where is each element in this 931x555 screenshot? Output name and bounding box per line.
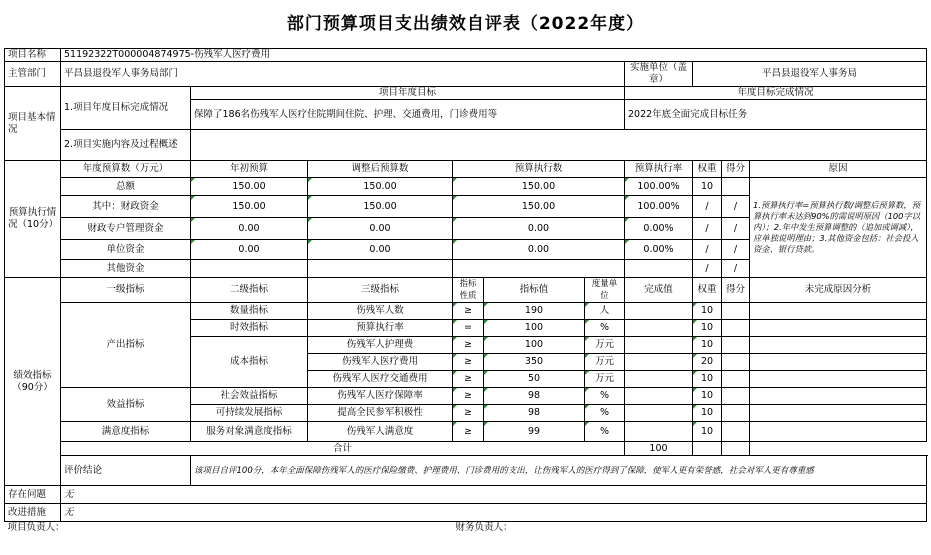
indicator-score xyxy=(722,337,750,354)
budget-header: 权重 xyxy=(693,161,722,178)
indicator-op: ≥ xyxy=(453,303,484,320)
dept-value: 平昌县退役军人事务局部门 xyxy=(61,62,625,87)
level1-benefit: 效益指标 xyxy=(61,388,191,422)
indicator-weight: 10 xyxy=(693,337,722,354)
level3-indicator: 伤残军人数 xyxy=(308,303,453,320)
level2-quantity: 数量指标 xyxy=(191,303,308,320)
budget-executed: 150.00 xyxy=(453,196,625,218)
budget-header-row xyxy=(5,161,927,178)
budget-adjusted: 0.00 xyxy=(308,240,453,260)
total-score xyxy=(693,442,722,456)
evaluation-table xyxy=(4,48,927,535)
issues-value: 无 xyxy=(61,486,927,504)
indicator-reason xyxy=(750,337,927,354)
indicator-reason xyxy=(750,303,927,320)
indicator-score xyxy=(722,371,750,388)
perf-header: 二级指标 xyxy=(191,278,308,303)
perf-row xyxy=(5,422,927,442)
measures-value: 无 xyxy=(61,504,927,522)
dept-label: 主管部门 xyxy=(5,62,61,87)
perf-header: 未完成原因分析 xyxy=(750,278,927,303)
indicator-done xyxy=(625,388,693,405)
measures-row xyxy=(5,504,927,522)
signature-row xyxy=(5,522,927,535)
budget-executed: 0.00 xyxy=(453,218,625,240)
indicator-weight: 10 xyxy=(693,303,722,320)
goal-row-label: 1.项目年度目标完成情况 xyxy=(61,87,191,130)
level3-indicator: 伤残军人满意度 xyxy=(308,422,453,442)
budget-adjusted xyxy=(308,260,453,278)
issues-label: 存在问题 xyxy=(5,486,61,504)
basic-header-row xyxy=(5,87,927,100)
budget-header: 预算执行率 xyxy=(625,161,693,178)
budget-weight: / xyxy=(693,260,722,278)
budget-header: 预算执行数 xyxy=(453,161,625,178)
budget-weight: 10 xyxy=(693,178,722,196)
indicator-reason xyxy=(750,371,927,388)
indicator-weight: 10 xyxy=(693,405,722,422)
level3-indicator: 伤残军人医疗交通费用 xyxy=(308,371,453,388)
indicator-done xyxy=(625,320,693,337)
indicator-value: 98 xyxy=(484,388,585,405)
perf-header: 三级指标 xyxy=(308,278,453,303)
measures-label: 改进措施 xyxy=(5,504,61,522)
indicator-unit: 万元 xyxy=(585,371,625,388)
perf-header: 完成值 xyxy=(625,278,693,303)
budget-header: 年度预算数（万元） xyxy=(61,161,191,178)
budget-initial: 0.00 xyxy=(191,240,308,260)
indicator-done xyxy=(625,303,693,320)
indicator-value: 100 xyxy=(484,337,585,354)
budget-header: 得分 xyxy=(722,161,750,178)
budget-row-name: 其中：财政资金 xyxy=(61,196,191,218)
budget-rate xyxy=(625,260,693,278)
level2-social: 社会效益指标 xyxy=(191,388,308,405)
perf-section-label: 绩效指标（90分） xyxy=(5,278,61,486)
indicator-op: ≥ xyxy=(453,388,484,405)
indicator-weight: 20 xyxy=(693,354,722,371)
conclusion-label: 评价结论 xyxy=(61,456,191,486)
indicator-done xyxy=(625,371,693,388)
indicator-weight: 10 xyxy=(693,320,722,337)
indicator-score xyxy=(722,303,750,320)
budget-header: 调整后预算数 xyxy=(308,161,453,178)
budget-weight: / xyxy=(693,196,722,218)
budget-adjusted: 150.00 xyxy=(308,178,453,196)
indicator-op: ≥ xyxy=(453,371,484,388)
indicator-unit: % xyxy=(585,388,625,405)
indicator-op: ≥ xyxy=(453,337,484,354)
project-name-label: 项目名称 xyxy=(5,49,61,62)
indicator-score xyxy=(722,388,750,405)
level2-cost: 成本指标 xyxy=(191,337,308,388)
project-lead: 项目负责人： xyxy=(5,522,453,535)
level3-indicator: 提高全民参军积极性 xyxy=(308,405,453,422)
impl-row-label: 2.项目实施内容及过程概述 xyxy=(61,130,191,161)
budget-header: 年初预算 xyxy=(191,161,308,178)
impl-text xyxy=(191,130,927,161)
budget-section-label: 预算执行情况（10分） xyxy=(5,161,61,278)
indicator-reason xyxy=(750,422,927,442)
level3-indicator: 预算执行率 xyxy=(308,320,453,337)
indicator-weight: 10 xyxy=(693,371,722,388)
perf-header: 度量单位 xyxy=(585,278,625,303)
perf-row xyxy=(5,303,927,320)
indicator-done xyxy=(625,422,693,442)
perf-total-row xyxy=(5,442,927,456)
perf-row xyxy=(5,388,927,405)
finance-lead: 财务负责人： xyxy=(453,522,927,535)
project-name-row xyxy=(5,49,927,62)
budget-initial: 150.00 xyxy=(191,196,308,218)
budget-rate: 100.00% xyxy=(625,196,693,218)
indicator-op: = xyxy=(453,320,484,337)
indicator-unit: % xyxy=(585,320,625,337)
level2-service: 服务对象满意度指标 xyxy=(191,422,308,442)
budget-initial xyxy=(191,260,308,278)
perf-header: 一级指标 xyxy=(61,278,191,303)
budget-rate: 0.00% xyxy=(625,240,693,260)
budget-score: / xyxy=(722,240,750,260)
total-weight: 100 xyxy=(625,442,693,456)
issues-row xyxy=(5,486,927,504)
goal-text: 保障了186名伤残军人医疗住院期间住院、护理、交通费用，门诊费用等 xyxy=(191,100,625,130)
indicator-score xyxy=(722,405,750,422)
indicator-unit: % xyxy=(585,422,625,442)
goal-header: 项目年度目标 xyxy=(191,87,625,100)
indicator-score xyxy=(722,354,750,371)
indicator-value: 100 xyxy=(484,320,585,337)
impl-unit-value: 平昌县退役军人事务局 xyxy=(693,62,927,87)
budget-row-name: 单位资金 xyxy=(61,240,191,260)
indicator-op: ≥ xyxy=(453,422,484,442)
page-title: 部门预算项目支出绩效自评表（2022年度） xyxy=(286,14,645,34)
indicator-weight: 10 xyxy=(693,422,722,442)
perf-header-row xyxy=(5,278,927,303)
budget-executed: 150.00 xyxy=(453,178,625,196)
budget-note: 1.预算执行率=预算执行数/调整后预算数，预算执行率未达到90%的需说明原因（100字以内）；2.年中发生预算调整的（追加或调减），应单独说明理由；3.其他资金包括：社会投入资金、银行贷款。 xyxy=(750,178,927,278)
conclusion-value: 该项目自评100分，本年全面保障伤残军人的医疗保险缴费、护理费用、门诊费用的支出，让伤残军人的医疗得到了保障，使军人更有荣誉感，社会对军人更有尊重感 xyxy=(191,456,927,486)
indicator-weight: 10 xyxy=(693,388,722,405)
impl-unit-label: 实施单位（盖章） xyxy=(625,62,693,87)
indicator-value: 98 xyxy=(484,405,585,422)
level1-satisfaction: 满意度指标 xyxy=(61,422,191,442)
budget-row-name: 其他资金 xyxy=(61,260,191,278)
indicator-value: 350 xyxy=(484,354,585,371)
budget-adjusted: 150.00 xyxy=(308,196,453,218)
budget-adjusted: 0.00 xyxy=(308,218,453,240)
level2-timeliness: 时效指标 xyxy=(191,320,308,337)
level3-indicator: 伤残军人医疗费用 xyxy=(308,354,453,371)
conclusion-row xyxy=(5,456,927,486)
budget-row-name: 财政专户管理资金 xyxy=(61,218,191,240)
budget-row-name: 总额 xyxy=(61,178,191,196)
level3-indicator: 伤残军人护理费 xyxy=(308,337,453,354)
perf-header: 指标值 xyxy=(484,278,585,303)
budget-score: / xyxy=(722,196,750,218)
budget-rate: 100.00% xyxy=(625,178,693,196)
budget-executed xyxy=(453,260,625,278)
indicator-done xyxy=(625,337,693,354)
basic-impl-row xyxy=(5,130,927,161)
indicator-op: ≥ xyxy=(453,354,484,371)
budget-score: / xyxy=(722,260,750,278)
budget-header: 原因 xyxy=(750,161,927,178)
budget-initial: 0.00 xyxy=(191,218,308,240)
indicator-done xyxy=(625,405,693,422)
indicator-reason xyxy=(750,405,927,422)
perf-header: 指标性质 xyxy=(453,278,484,303)
indicator-unit: 人 xyxy=(585,303,625,320)
indicator-reason xyxy=(750,388,927,405)
budget-executed: 0.00 xyxy=(453,240,625,260)
indicator-unit: % xyxy=(585,405,625,422)
done-header: 年度目标完成情况 xyxy=(625,87,927,100)
indicator-reason xyxy=(750,354,927,371)
budget-rate: 0.00% xyxy=(625,218,693,240)
budget-row xyxy=(5,178,927,196)
total-label: 合计 xyxy=(61,442,625,456)
budget-weight: / xyxy=(693,240,722,260)
indicator-op: ≥ xyxy=(453,405,484,422)
total-reason xyxy=(722,442,750,456)
project-name-value: 51192322T000004874975-伤残军人医疗费用 xyxy=(61,49,927,62)
budget-score: / xyxy=(722,218,750,240)
indicator-value: 190 xyxy=(484,303,585,320)
indicator-reason xyxy=(750,320,927,337)
indicator-value: 99 xyxy=(484,422,585,442)
indicator-unit: 万元 xyxy=(585,337,625,354)
budget-weight: / xyxy=(693,218,722,240)
indicator-done xyxy=(625,354,693,371)
indicator-unit: 万元 xyxy=(585,354,625,371)
level2-sustainable: 可持续发展指标 xyxy=(191,405,308,422)
indicator-score xyxy=(722,422,750,442)
level1-output: 产出指标 xyxy=(61,303,191,388)
done-text: 2022年底全面完成目标任务 xyxy=(625,100,927,130)
budget-initial: 150.00 xyxy=(191,178,308,196)
indicator-score xyxy=(722,320,750,337)
level3-indicator: 伤残军人医疗保障率 xyxy=(308,388,453,405)
basic-info-label: 项目基本情况 xyxy=(5,87,61,161)
perf-header: 得分 xyxy=(722,278,750,303)
indicator-value: 50 xyxy=(484,371,585,388)
perf-header: 权重 xyxy=(693,278,722,303)
department-row xyxy=(5,62,927,87)
budget-score xyxy=(722,178,750,196)
